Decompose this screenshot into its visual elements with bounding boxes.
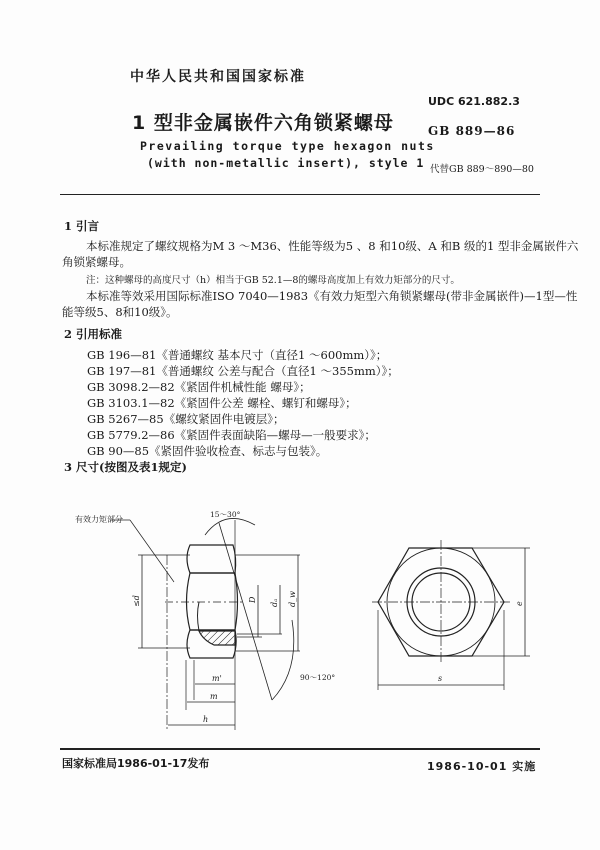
section-1-heading: 1 引言 [64,219,100,233]
document-title-cn: 1 型非金属嵌件六角锁紧螺母 [132,112,394,134]
reference-item: GB 197—81《普通螺纹 公差与配合（直径1 ～355mm）》； [87,364,399,378]
dim-dw: d_w [288,591,297,607]
dim-m: m [210,692,218,701]
angle-side-label: 90～120° [300,673,336,682]
replaces-note: 代替GB 889～890—80 [430,164,534,175]
nut-top-view [372,540,530,690]
dim-m-prime: m' [212,674,222,683]
dim-left: ≤d [132,595,141,607]
reference-item: GB 90—85《紧固件验收检查、标志与包装》。 [87,444,328,458]
document-title-en-1: Prevailing torque type hexagon nuts [140,139,435,153]
reference-item: GB 3098.2—82《紧固件机械性能 螺母》； [87,380,311,394]
reference-item: GB 3103.1—82《紧固件公差 螺栓、螺钉和螺母》； [87,396,357,410]
dim-h: h [203,715,209,724]
section-1-para2-line1: 本标准等效采用国际标准ISO 7040—1983《有效力矩型六角锁紧螺母(带非金属嵌件)—1型—性 [86,289,578,303]
section-1-para1-line2: 角锁紧螺母。 [62,255,131,269]
dim-e: e [515,601,524,606]
section-1-para1-line1: 本标准规定了螺纹规格为M 3 ～M36、性能等级为5 、8 和10级、A 和B 级的1 型非金属嵌件六 [86,239,579,253]
reference-item: GB 5779.2—86《紧固件表面缺陷—螺母—一般要求》； [87,428,376,442]
footer-divider [60,748,540,750]
nut-side-view [110,518,300,730]
callout-label: 有效力矩部分 [75,515,123,524]
udc-code: UDC 621.882.3 [428,95,520,108]
section-3-heading: 3 尺寸(按图及表1规定) [64,460,187,474]
document-title-en-2: (with non-metallic insert), style 1 [147,156,425,170]
effective-date: 1986-10-01 实施 [427,760,537,773]
section-2-heading: 2 引用标准 [64,327,123,341]
section-1-note: 注：这种螺母的高度尺寸（h）相当于GB 52.1—8的螺母高度加上有效力矩部分的尺寸。 [86,275,460,286]
reference-item: GB 196—81《普通螺纹 基本尺寸（直径1 ～600mm）》； [87,348,388,362]
section-1-para2-line2: 能等级5、8和10级》。 [62,305,178,319]
reference-item: GB 5267—85《螺纹紧固件电镀层》； [87,412,285,426]
dim-s: s [438,674,443,683]
dim-da: dₐ [270,598,279,607]
national-standard-label: 中华人民共和国国家标准 [130,69,306,85]
dim-D: D [248,596,257,603]
issued-date: 国家标准局1986-01-17发布 [62,757,210,770]
standard-code: GB 889—86 [428,124,516,138]
angle-top-label: 15～30° [210,510,241,519]
